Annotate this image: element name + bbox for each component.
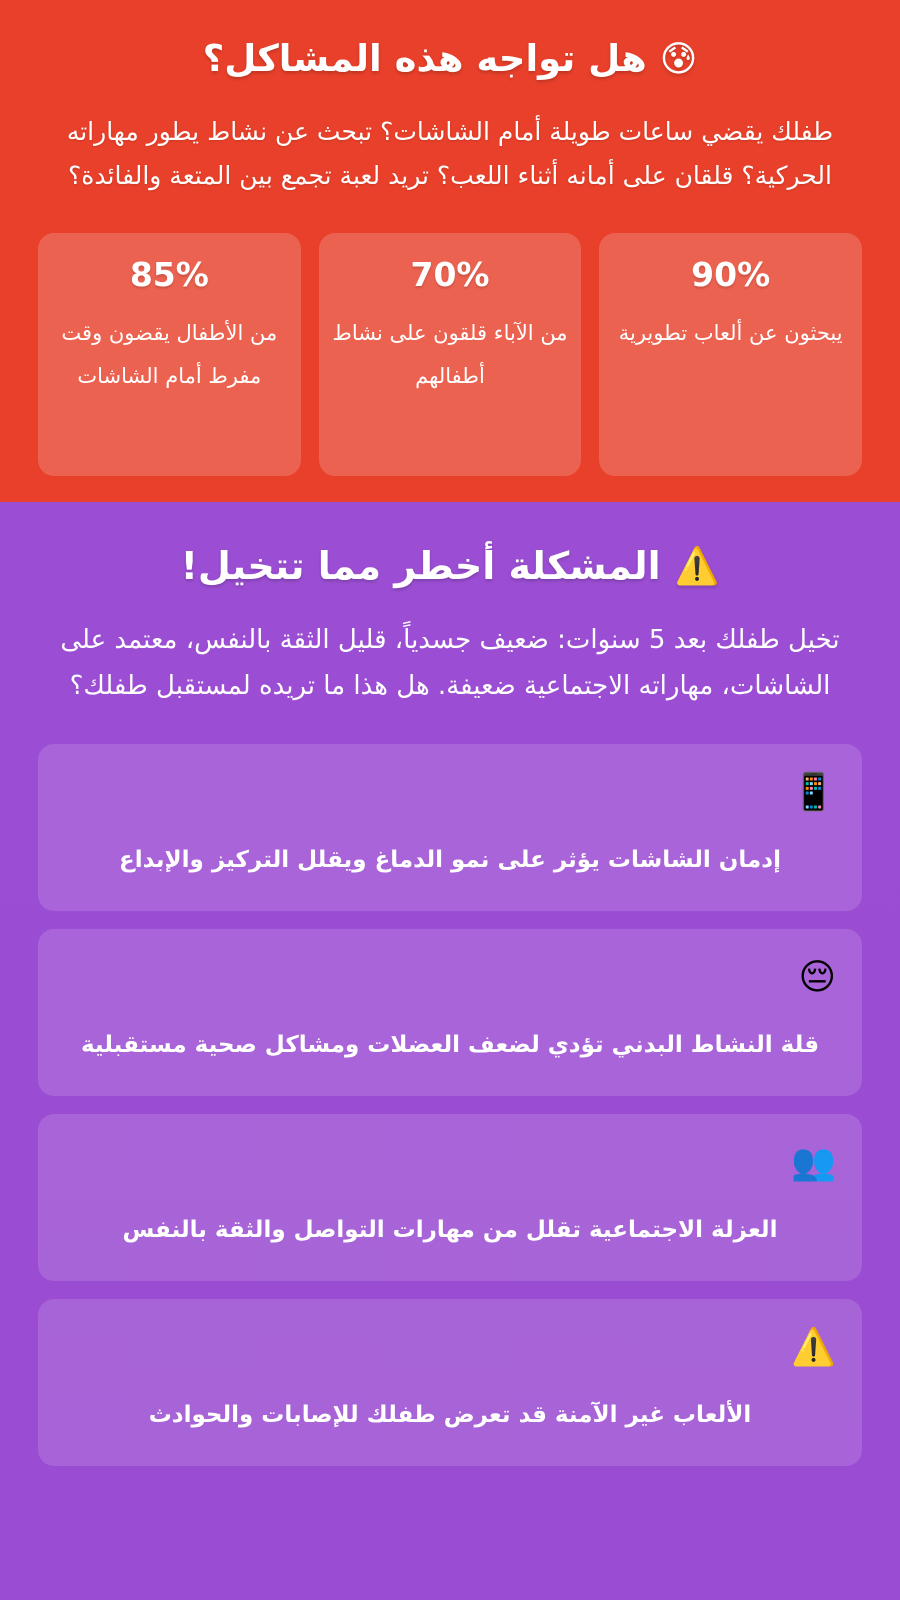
stat-label: من الأطفال يقضون وقت مفرط أمام الشاشات bbox=[61, 320, 278, 388]
risks-title-text: المشكلة أخطر مما تتخيل! bbox=[180, 543, 661, 588]
risks-title bbox=[171, 524, 730, 593]
stat-card bbox=[319, 233, 582, 476]
risks-list bbox=[20, 710, 880, 1466]
problems-title bbox=[193, 20, 707, 88]
people-icon: 👥 bbox=[791, 1141, 836, 1183]
risks-section bbox=[0, 502, 900, 1600]
mobile-phone-icon: 📱 bbox=[791, 771, 836, 813]
stat-value: 85% bbox=[129, 254, 209, 294]
warning-triangle-icon: ⚠️ bbox=[791, 1326, 836, 1368]
problems-section bbox=[0, 0, 900, 502]
stat-value: 90% bbox=[691, 254, 771, 294]
list-item bbox=[38, 929, 862, 1096]
stat-label: يبحثون عن ألعاب تطويرية bbox=[618, 320, 843, 345]
problems-subtitle: طفلك يقضي ساعات طويلة أمام الشاشات؟ تبحث عن نشاط يطور مهاراته الحركية؟ قلقان على أمانه أثناء اللعب؟ تريد لعبة تجمع بين المتعة والفائدة؟ bbox=[66, 116, 834, 191]
risk-text: الألعاب غير الآمنة قد تعرض طفلك للإصابات والحوادث bbox=[148, 1401, 752, 1428]
warning-triangle-icon: ⚠️ bbox=[674, 545, 720, 587]
anxious-face-icon: 😰 bbox=[659, 39, 698, 80]
stat-label: من الآباء قلقون على نشاط أطفالهم bbox=[332, 320, 568, 388]
stat-card bbox=[599, 233, 862, 476]
problems-title-text: هل تواجه هذه المشاكل؟ bbox=[202, 37, 647, 80]
stat-value: 70% bbox=[410, 254, 490, 294]
list-item bbox=[38, 1114, 862, 1281]
risks-subtitle: تخيل طفلك بعد 5 سنوات: ضعيف جسدياً، قليل الثقة بالنفس، معتمد على الشاشات، مهاراته الاجتماعية ضعيفة. هل هذا ما تريده لمستقبل طفلك؟ bbox=[60, 625, 840, 702]
list-item bbox=[38, 744, 862, 911]
risk-text: قلة النشاط البدني تؤدي لضعف العضلات ومشاكل صحية مستقبلية bbox=[80, 1031, 820, 1058]
list-item bbox=[38, 1299, 862, 1466]
stats-row bbox=[20, 199, 880, 476]
risk-text: إدمان الشاشات يؤثر على نمو الدماغ ويقلل التركيز والإبداع bbox=[119, 846, 781, 873]
sad-face-icon: 😔 bbox=[798, 956, 836, 998]
risk-text: العزلة الاجتماعية تقلل من مهارات التواصل والثقة بالنفس bbox=[122, 1216, 778, 1243]
stat-card bbox=[38, 233, 301, 476]
